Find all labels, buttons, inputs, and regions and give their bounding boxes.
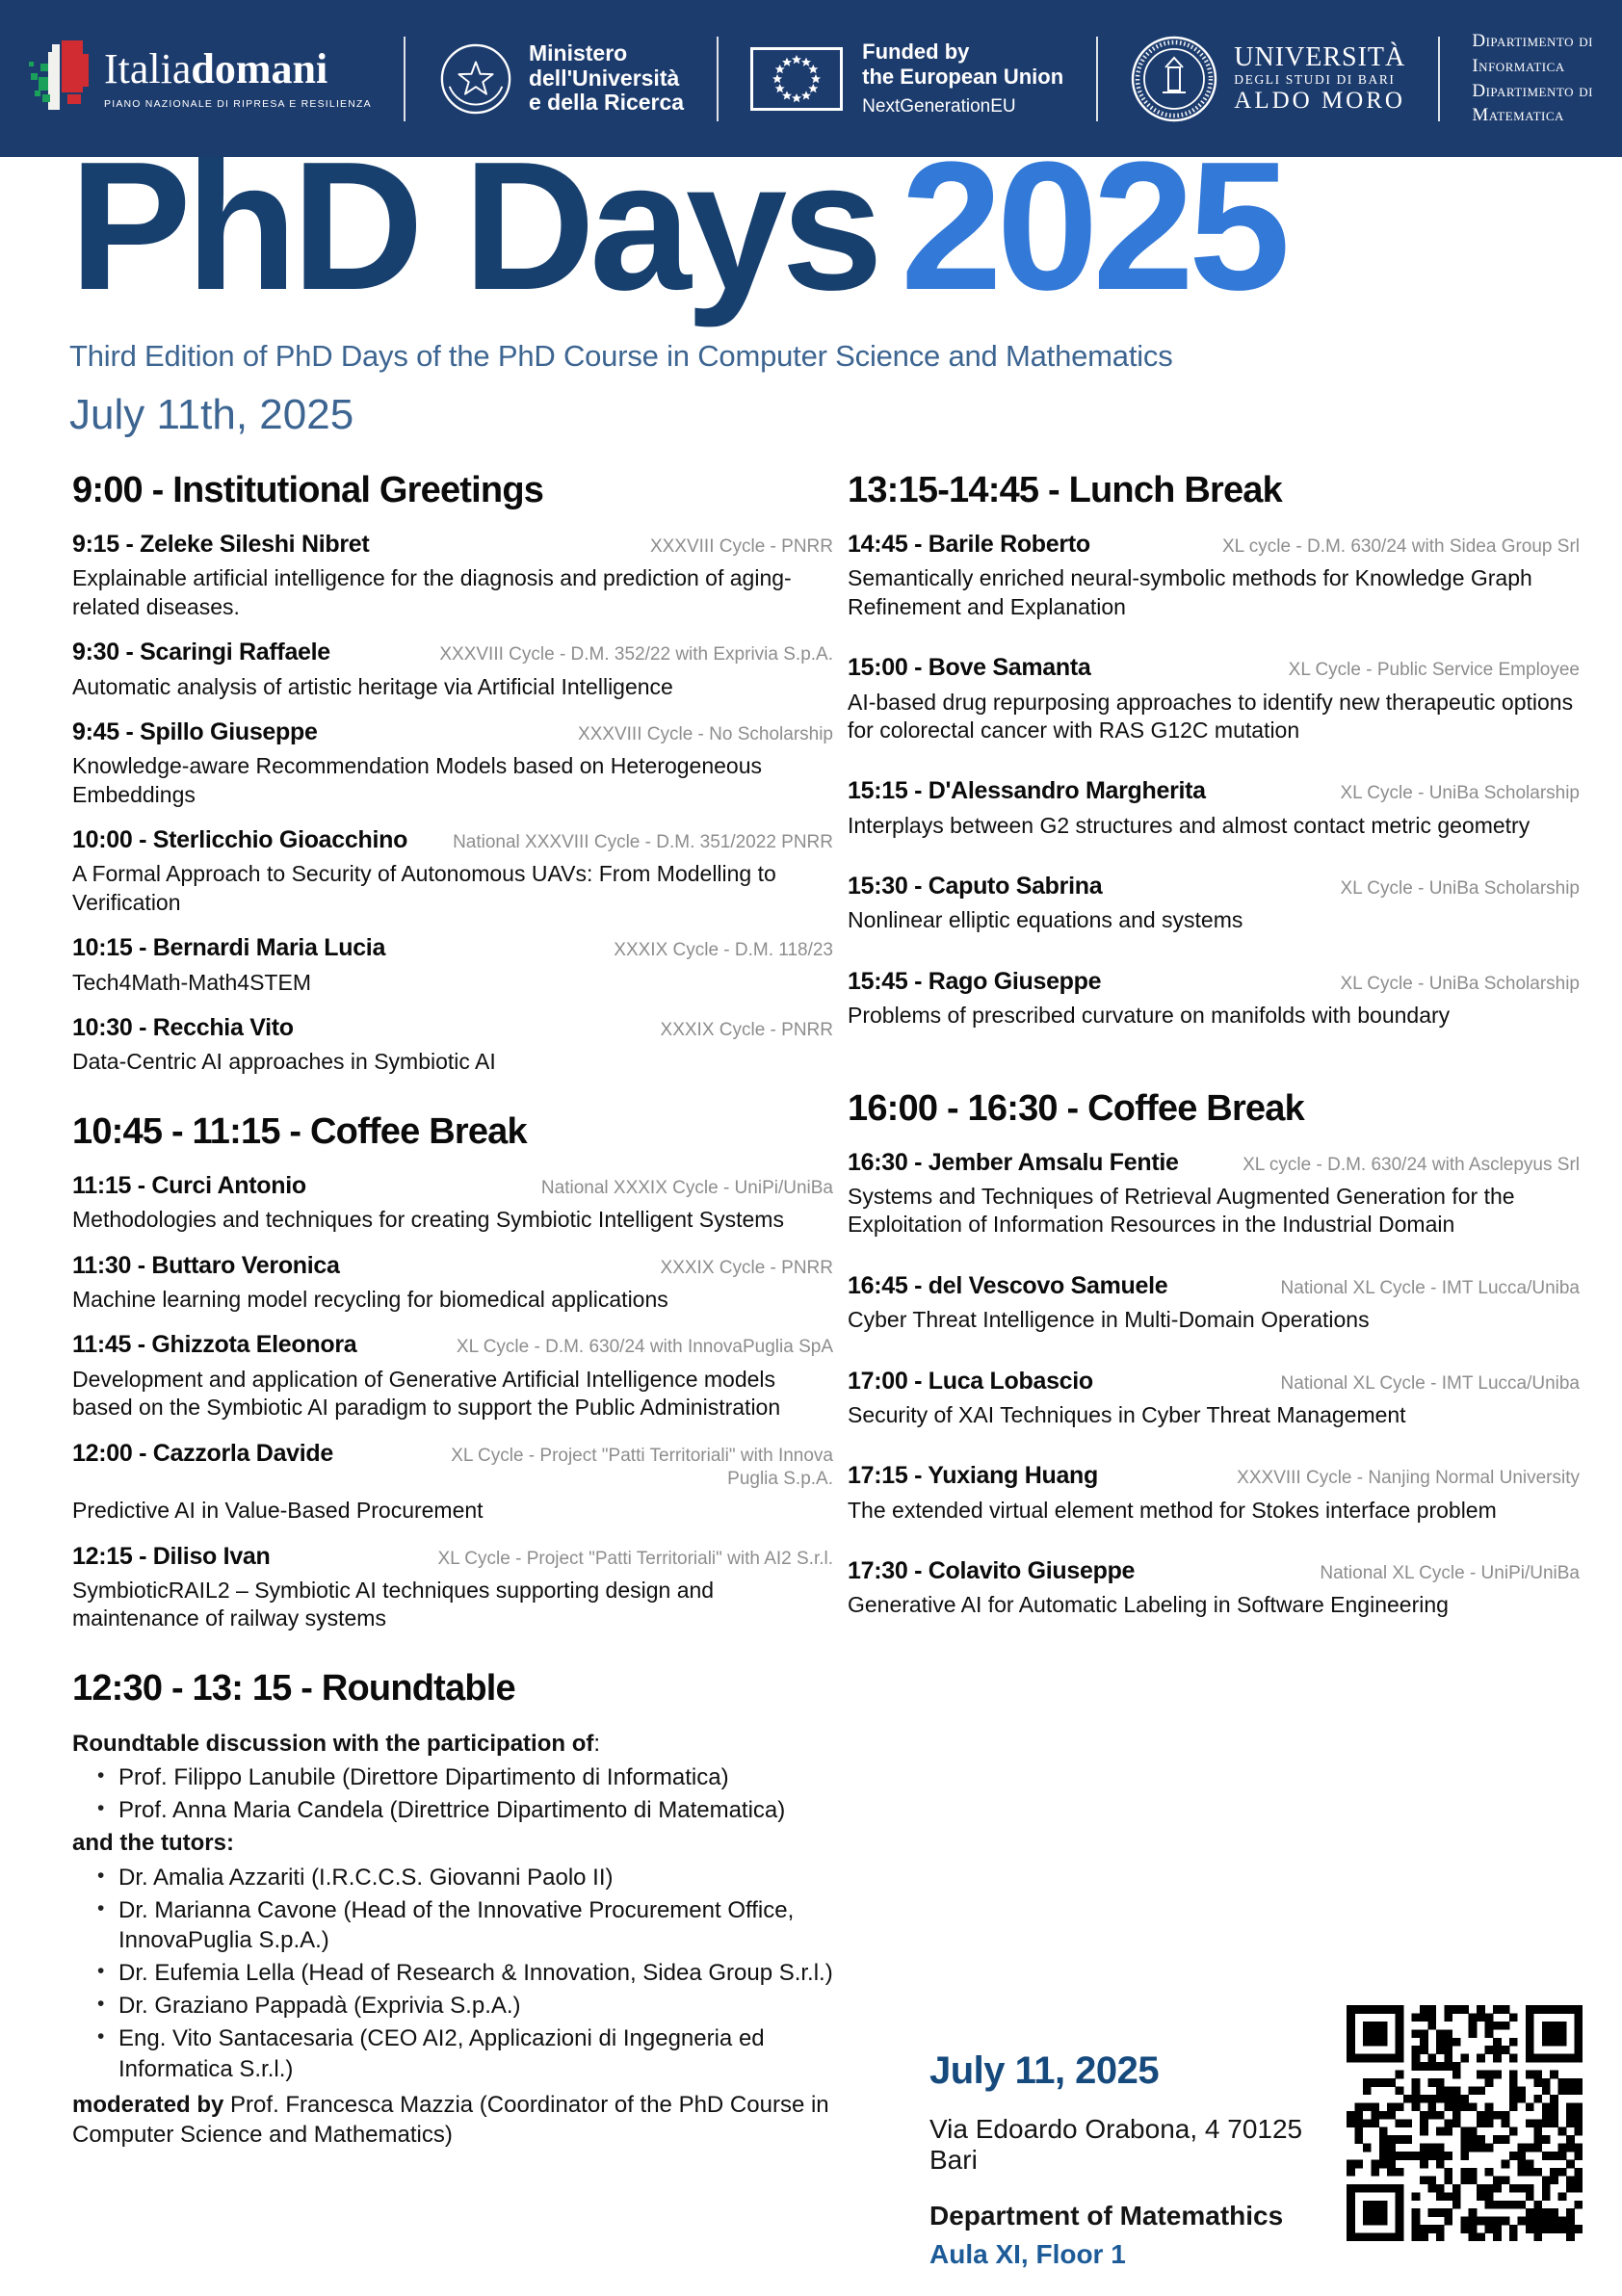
talk-cycle-label: XL cycle - D.M. 630/24 with Sidea Group Srl — [1221, 536, 1580, 557]
talk-cycle-label: National XL Cycle - IMT Lucca/Uniba — [1280, 1372, 1580, 1394]
talk-head — [72, 531, 833, 559]
talk-head — [848, 1149, 1580, 1177]
talk-cycle-label: XL Cycle - Public Service Employee — [1288, 660, 1580, 681]
location-block — [929, 2049, 1344, 2270]
page-title-main: PhD Days — [69, 124, 878, 328]
talk-item — [848, 777, 1580, 840]
talk-item — [72, 1543, 833, 1633]
uniba-seal-icon — [1130, 35, 1218, 123]
talk-head — [72, 639, 833, 666]
italiadomani-subtitle: PIANO NAZIONALE DI RIPRESA E RESILIENZA — [104, 97, 372, 110]
talk-head — [848, 777, 1580, 805]
roundtable-tutors-label: and the tutors: — [72, 1830, 234, 1857]
roundtable-intro-bold: Roundtable discussion with the participation of — [72, 1730, 594, 1757]
talk-item — [72, 1331, 833, 1422]
footer-department: Department of Matemathics — [929, 2201, 1284, 2231]
talk-cycle-label: National XXXIX Cycle - UniPi/UniBa — [540, 1177, 833, 1198]
talk-item — [848, 968, 1580, 1031]
ministero-line1: Ministero — [528, 39, 628, 65]
talk-cycle-label: XL Cycle - UniBa Scholarship — [1340, 973, 1580, 994]
italiadomani-wordmark — [104, 44, 372, 92]
talk-head — [848, 968, 1580, 996]
talk-head — [72, 934, 833, 962]
talk-time-speaker: 17:00 - Luca Lobascio — [848, 1367, 1093, 1395]
talk-cycle-label: XL cycle - D.M. 630/24 with Asclepyus Srl — [1243, 1154, 1580, 1175]
talk-time-speaker: 12:15 - Diliso Ivan — [72, 1542, 271, 1570]
talk-head — [848, 873, 1580, 900]
talk-title: Problems of prescribed curvature on manifolds with boundary — [848, 1003, 1451, 1029]
talk-cycle-label: XL Cycle - D.M. 630/24 with InnovaPuglia SpA — [456, 1337, 833, 1358]
talk-title: Tech4Math-Math4STEM — [72, 969, 311, 995]
ministero-line2: dell'Università — [528, 65, 680, 91]
talk-time-speaker: 15:30 - Caputo Sabrina — [848, 873, 1103, 900]
talk-time-speaker: 10:15 - Bernardi Maria Lucia — [72, 934, 386, 962]
section-heading: 12:30 - 13: 15 - Roundtable — [72, 1667, 515, 1709]
talk-time-speaker: 17:15 - Yuxiang Huang — [848, 1462, 1098, 1490]
uniba-logo — [1130, 35, 1405, 123]
talk-time-speaker: 9:15 - Zeleke Sileshi Nibret — [72, 531, 370, 558]
talk-head — [72, 1331, 833, 1359]
section-heading: 13:15-14:45 - Lunch Break — [848, 470, 1282, 510]
talk-item — [848, 1272, 1580, 1335]
talk-title: Data-Centric AI approaches in Symbiotic AI — [72, 1049, 496, 1075]
talk-item — [848, 1368, 1580, 1430]
talk-head — [848, 1462, 1580, 1490]
talk-item — [72, 934, 833, 997]
talk-head — [72, 1014, 833, 1042]
talk-head — [848, 1368, 1580, 1396]
roundtable-participant: • Prof. Anna Maria Candela (Direttrice Dipartimento di Matematica) — [72, 1795, 833, 1825]
talk-head — [848, 1272, 1580, 1300]
roundtable-tutor: • Dr. Marianna Cavone (Head of the Innovative Procurement Office, InnovaPuglia S.p.A.) — [72, 1895, 833, 1955]
page-subtitle: Third Edition of PhD Days of the PhD Course in Computer Science and Mathematics — [69, 339, 1173, 373]
schedule-column-left — [72, 462, 833, 2150]
talk-item — [72, 1172, 833, 1235]
dipartimenti-line2: Informatica — [1472, 55, 1565, 76]
talk-head — [72, 1172, 833, 1200]
italiadomani-flag-icon — [29, 39, 89, 119]
talk-time-speaker: 16:45 - del Vescovo Samuele — [848, 1271, 1168, 1299]
talk-item — [72, 1252, 833, 1315]
talk-cycle-label: XXXIX Cycle - D.M. 118/23 — [614, 940, 833, 961]
italiadomani-logo — [29, 39, 372, 119]
roundtable-tutors — [72, 1863, 833, 2084]
talk-item — [72, 1440, 833, 1526]
roundtable-intro-colon: : — [593, 1730, 601, 1757]
talk-head — [72, 826, 833, 854]
talk-item — [72, 639, 833, 701]
page-title — [69, 124, 1285, 328]
talk-item — [72, 1014, 833, 1077]
talk-head — [848, 531, 1580, 559]
talk-cycle-label: XXXIX Cycle - PNRR — [660, 1020, 833, 1041]
talk-head — [848, 1557, 1580, 1585]
eu-funded-line2: the European Union — [862, 64, 1064, 89]
talk-item — [848, 654, 1580, 744]
talk-cycle-label: National XL Cycle - IMT Lucca/Uniba — [1280, 1277, 1580, 1298]
talk-title: Automatic analysis of artistic heritage via Artificial Intelligence — [72, 673, 673, 699]
dipartimenti-line3: Dipartimento di — [1472, 80, 1593, 101]
talk-title: Predictive AI in Value-Based Procurement — [72, 1498, 484, 1524]
talk-head — [72, 1543, 833, 1571]
talk-head — [72, 1440, 833, 1492]
talk-item — [848, 1149, 1580, 1239]
uniba-wordmark — [1234, 43, 1405, 115]
header-divider — [404, 37, 406, 121]
talk-cycle-label: XXXVIII Cycle - PNRR — [649, 536, 833, 557]
talk-cycle-label: XL Cycle - UniBa Scholarship — [1340, 878, 1580, 900]
roundtable-tutor: • Dr. Amalia Azzariti (I.R.C.C.S. Giovanni Paolo II) — [72, 1863, 833, 1892]
talk-time-speaker: 10:30 - Recchia Vito — [72, 1014, 294, 1042]
talk-cycle-label: XXXVIII Cycle - Nanjing Normal University — [1237, 1468, 1580, 1489]
roundtable-moderator — [72, 2090, 833, 2150]
talk-cycle-label: XXXVIII Cycle - D.M. 352/22 with Exprivia S.p.A. — [439, 644, 833, 665]
talk-item — [848, 873, 1580, 935]
header-divider — [1438, 37, 1440, 121]
talk-title: Machine learning model recycling for biomedical applications — [72, 1286, 668, 1312]
header-divider — [717, 37, 719, 121]
roundtable-participant: • Prof. Filippo Lanubile (Direttore Dipartimento di Informatica) — [72, 1762, 833, 1792]
talk-cycle-label: National XXXVIII Cycle - D.M. 351/2022 PNRR — [453, 832, 833, 853]
talk-title: The extended virtual element method for Stokes interface problem — [848, 1497, 1497, 1523]
eu-funding-text — [862, 39, 1063, 117]
italiadomani-word-regular: Italia — [104, 44, 192, 92]
talk-cycle-label: XXXVIII Cycle - No Scholarship — [577, 723, 833, 744]
roundtable-tutor: • Eng. Vito Santacesaria (CEO AI2, Applicazioni di Ingegneria ed Informatica S.r.l.) — [72, 2023, 833, 2083]
talk-head — [72, 718, 833, 746]
talk-time-speaker: 10:00 - Sterlicchio Gioacchino — [72, 826, 408, 854]
section-heading: 10:45 - 11:15 - Coffee Break — [72, 1110, 527, 1152]
talk-time-speaker: 12:00 - Cazzorla Davide — [72, 1439, 333, 1467]
talk-title: Cyber Threat Intelligence in Multi-Domain Operations — [848, 1307, 1370, 1333]
header-divider — [1096, 37, 1098, 121]
title-block — [69, 124, 1285, 439]
talk-title: Knowledge-aware Recommendation Models based on Heterogeneous Embeddings — [72, 753, 762, 807]
talk-time-speaker: 9:45 - Spillo Giuseppe — [72, 718, 318, 745]
eu-funding-logo — [750, 39, 1063, 117]
roundtable-tutor: • Dr. Graziano Pappadà (Exprivia S.p.A.) — [72, 1991, 833, 2021]
roundtable-intro — [72, 1729, 833, 1759]
talk-title: SymbioticRAIL2 – Symbiotic AI techniques supporting design and maintenance of railway systems — [72, 1577, 715, 1631]
eu-funded-line1: Funded by — [862, 39, 970, 65]
ministero-wordmark — [529, 41, 684, 116]
roundtable-tutor: • Dr. Eufemia Lella (Head of Research & Innovation, Sidea Group S.r.l.) — [72, 1958, 833, 1988]
talk-time-speaker: 15:45 - Rago Giuseppe — [848, 967, 1102, 995]
talk-title: A Formal Approach to Security of Autonomous UAVs: From Modelling to Verification — [72, 861, 776, 915]
dipartimenti-label — [1472, 29, 1593, 128]
talk-title: Semantically enriched neural-symbolic methods for Knowledge Graph Refinement and Explanation — [848, 565, 1532, 619]
talk-item — [72, 718, 833, 809]
talk-title: Explainable artificial intelligence for the diagnosis and prediction of aging-related diseases. — [72, 565, 792, 619]
talk-cycle-label: XL Cycle - Project "Patti Territoriali" with AI2 S.r.l. — [437, 1548, 833, 1569]
talk-time-speaker: 11:15 - Curci Antonio — [72, 1171, 306, 1199]
roundtable-moderated-by: moderated by — [72, 2091, 224, 2118]
section-heading: 9:00 - Institutional Greetings — [72, 470, 544, 510]
page-title-year: 2025 — [901, 124, 1285, 328]
talk-title: Security of XAI Techniques in Cyber Threat Management — [848, 1401, 1406, 1427]
italiadomani-word-bold: domani — [191, 44, 328, 92]
roundtable-participants — [72, 1762, 833, 1825]
talk-item — [848, 1557, 1580, 1620]
uniba-line1: UNIVERSITÀ — [1234, 41, 1406, 72]
dipartimenti-line4: Matematica — [1472, 105, 1564, 126]
dipartimenti-line1: Dipartimento di — [1472, 31, 1593, 52]
talk-head — [848, 654, 1580, 682]
talk-title: Interplays between G2 structures and almost contact metric geometry — [848, 812, 1530, 838]
ministero-logo — [438, 41, 684, 117]
talk-time-speaker: 14:45 - Barile Roberto — [848, 531, 1090, 558]
eu-nextgen-label: NextGenerationEU — [862, 95, 1016, 117]
talk-cycle-label: National XL Cycle - UniPi/UniBa — [1320, 1563, 1580, 1584]
talk-item — [72, 826, 833, 917]
talk-title: Systems and Techniques of Retrieval Augmented Generation for the Exploitation of Information Resources in the Industrial Domain — [848, 1183, 1515, 1238]
talk-time-speaker: 11:45 - Ghizzota Eleonora — [72, 1331, 357, 1359]
talk-time-speaker: 11:30 - Buttaro Veronica — [72, 1251, 340, 1279]
talk-cycle-label: XL Cycle - Project "Patti Territoriali" with Innova Puglia S.p.A. — [451, 1445, 833, 1489]
talk-time-speaker: 15:00 - Bove Samanta — [848, 654, 1091, 682]
roundtable-moderator-name: Prof. Francesca Mazzia (Coordinator of the PhD Course in Computer Science and Mathematics) — [72, 2091, 829, 2148]
talk-time-speaker: 16:30 - Jember Amsalu Fentie — [848, 1148, 1179, 1176]
talk-item — [72, 531, 833, 621]
footer-room: Aula XI, Floor 1 — [929, 2239, 1126, 2269]
qr-code — [1347, 2005, 1583, 2241]
talk-time-speaker: 17:30 - Colavito Giuseppe — [848, 1557, 1136, 1585]
talk-cycle-label: XXXIX Cycle - PNRR — [660, 1257, 833, 1278]
eu-flag-icon — [750, 47, 843, 111]
talk-head — [72, 1252, 833, 1280]
footer-address: Via Edoardo Orabona, 4 70125 Bari — [929, 2114, 1303, 2175]
ministero-emblem-icon — [438, 41, 513, 117]
uniba-line2: DEGLI STUDI DI BARI — [1234, 71, 1396, 87]
talk-title: Generative AI for Automatic Labeling in Software Engineering — [848, 1592, 1449, 1618]
talk-title: Nonlinear elliptic equations and systems — [848, 907, 1243, 933]
talk-title: Methodologies and techniques for creating Symbiotic Intelligent Systems — [72, 1207, 784, 1233]
talk-cycle-label: XL Cycle - UniBa Scholarship — [1340, 783, 1580, 804]
talk-title: AI-based drug repurposing approaches to identify new therapeutic options for colorectal cancer with RAS G12C mutation — [848, 689, 1574, 743]
talk-item — [848, 1462, 1580, 1525]
footer-date: July 11, 2025 — [929, 2049, 1160, 2092]
talk-title: Development and application of Generative Artificial Intelligence models based on the Symbiotic AI paradigm to support the Public Administration — [72, 1366, 781, 1421]
section-heading: 16:00 - 16:30 - Coffee Break — [848, 1087, 1304, 1129]
talk-time-speaker: 15:15 - D'Alessandro Margherita — [848, 777, 1206, 805]
ministero-line3: e della Ricerca — [528, 90, 685, 116]
schedule-column-right — [848, 462, 1580, 1653]
uniba-line3: ALDO MORO — [1234, 88, 1405, 115]
event-date: July 11th, 2025 — [69, 391, 354, 438]
talk-item — [848, 531, 1580, 621]
talk-time-speaker: 9:30 - Scaringi Raffaele — [72, 639, 330, 666]
